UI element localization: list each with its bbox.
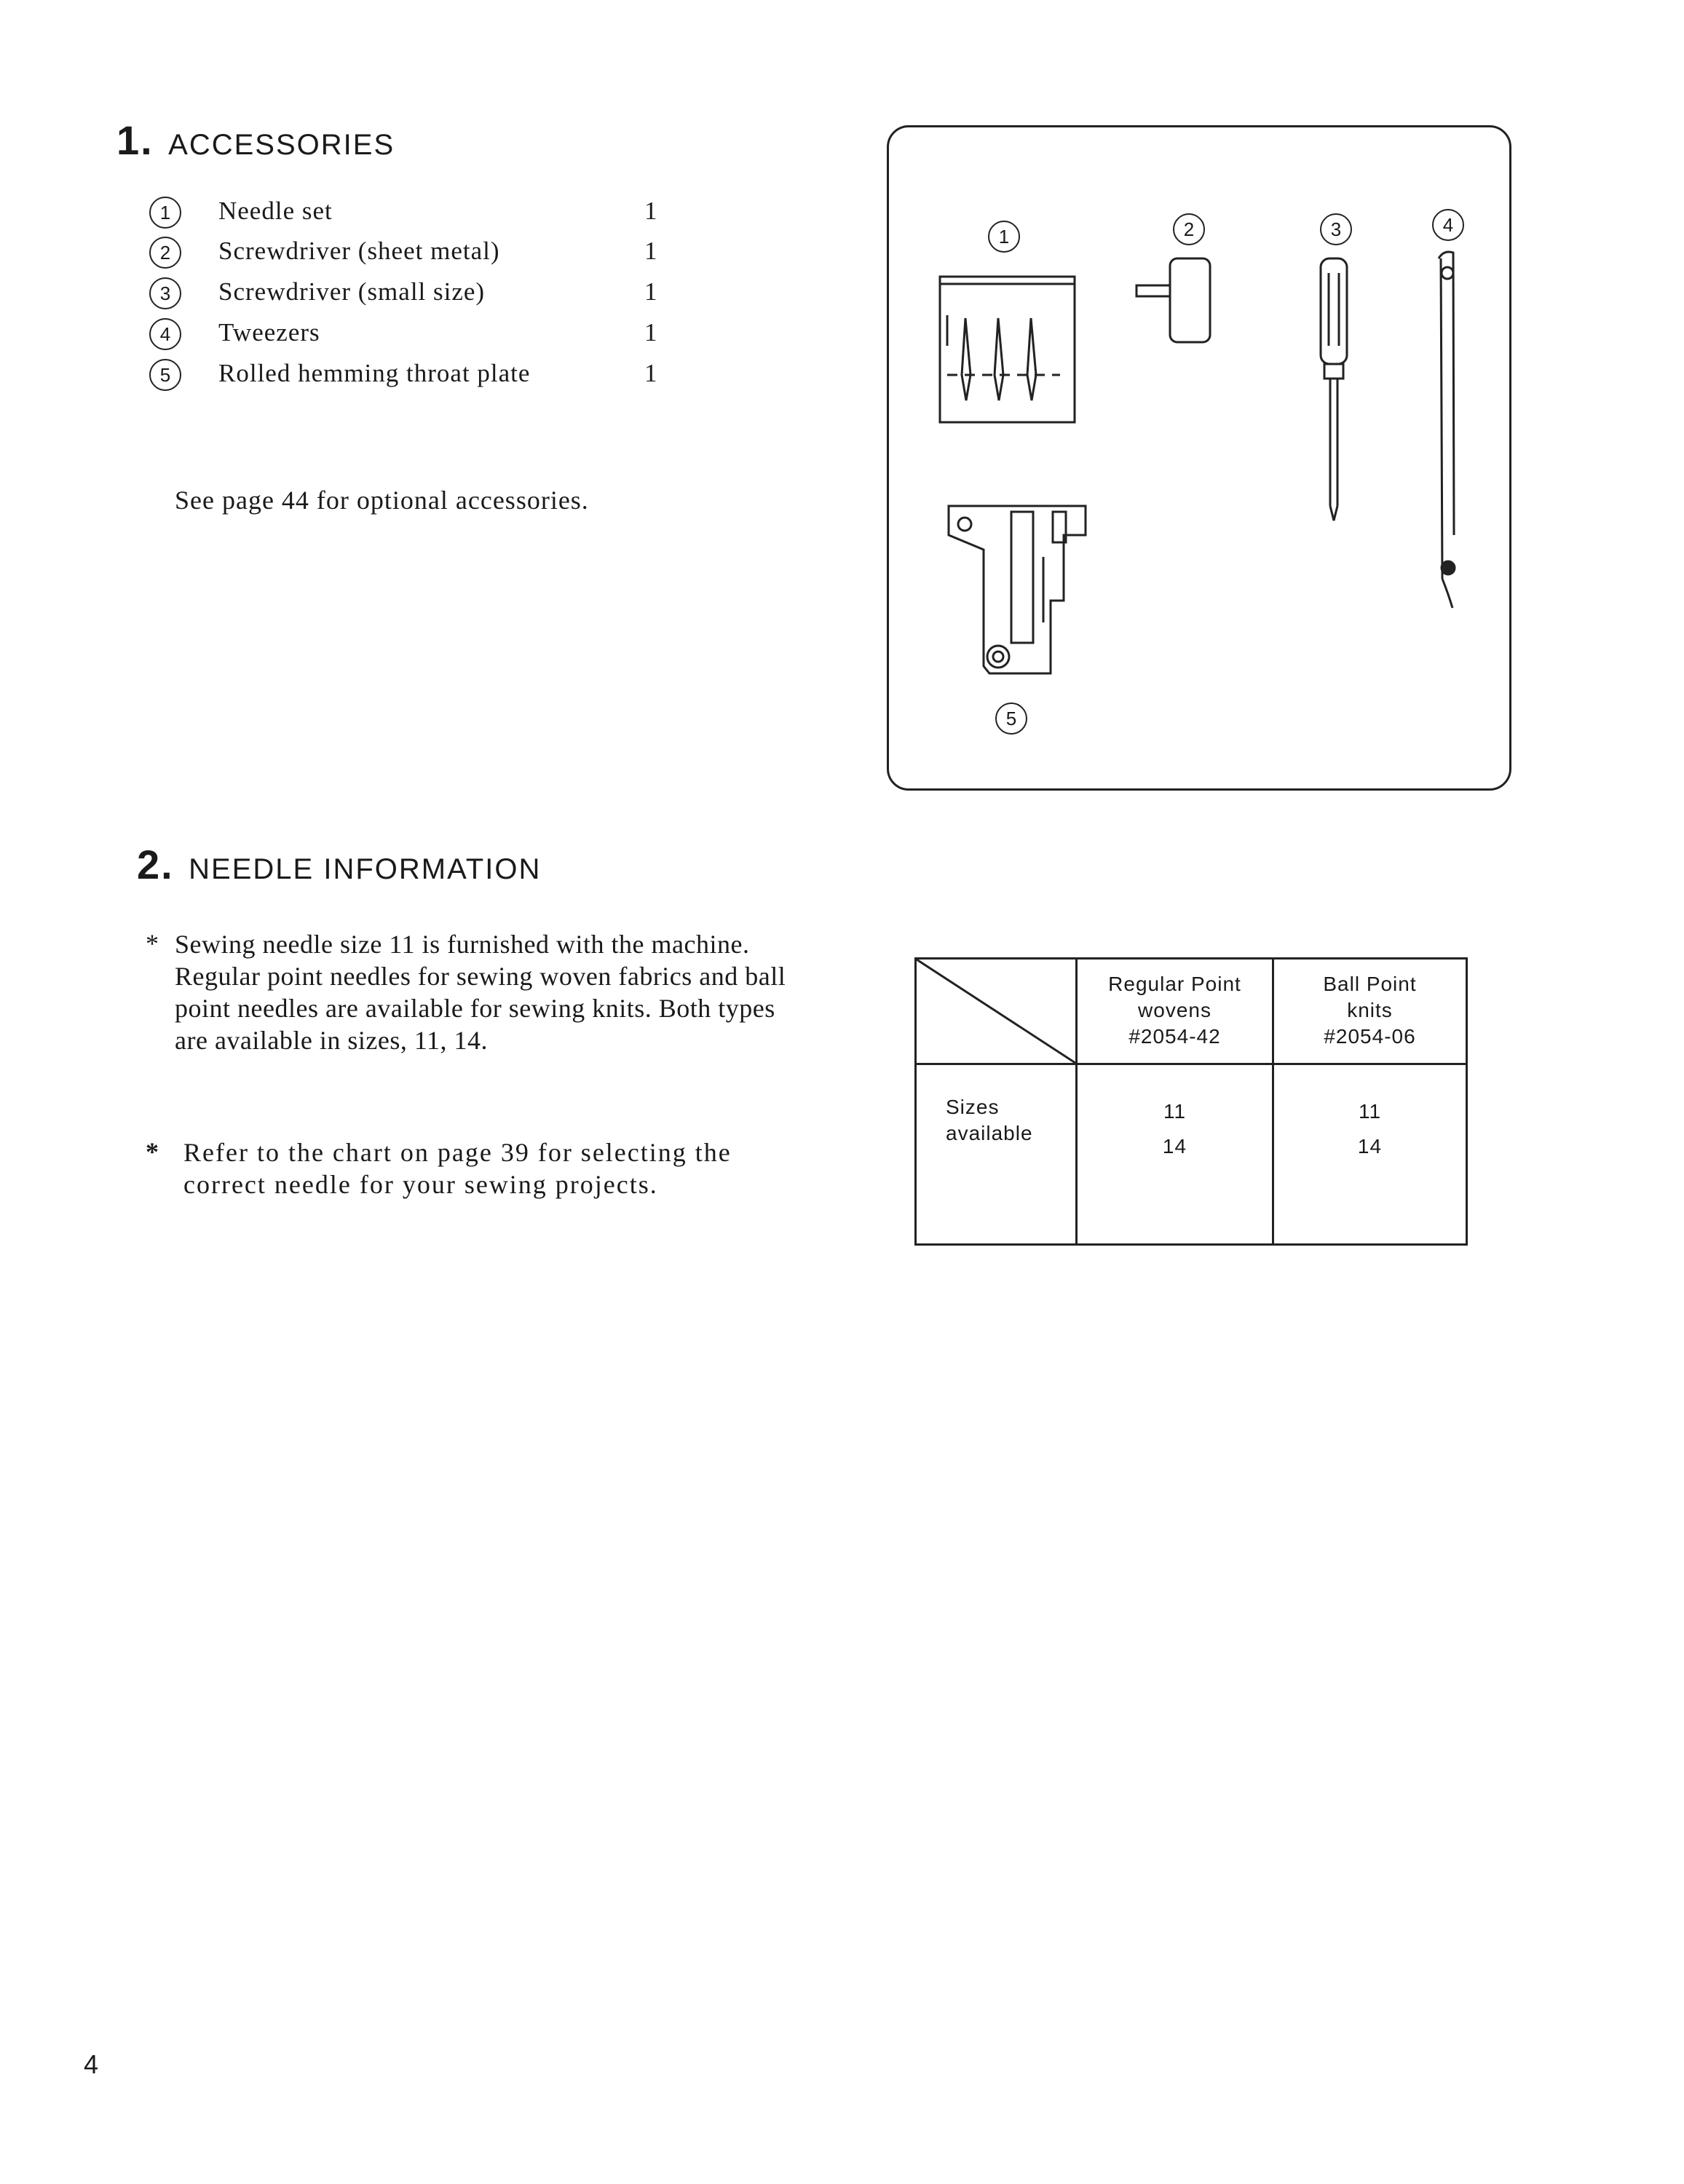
figure-label-1: 1 xyxy=(988,221,1020,253)
row-label-line1: Sizes xyxy=(946,1096,1000,1118)
table-row xyxy=(916,1064,1467,1245)
section-1-number: 1. xyxy=(116,117,154,163)
header-regular-point xyxy=(1077,959,1273,1064)
bullet-item xyxy=(146,928,808,1056)
header-col1-line1: Regular Point xyxy=(1108,973,1241,995)
table-corner-cell xyxy=(916,959,1077,1064)
section-2-title: NEEDLE INFORMATION xyxy=(189,853,542,885)
bullet-item xyxy=(146,1136,808,1200)
section-1-heading xyxy=(116,116,395,164)
size-value: 14 xyxy=(1162,1135,1187,1158)
ball-point-sizes xyxy=(1273,1064,1467,1245)
row-label-line2: available xyxy=(946,1122,1033,1144)
small-screwdriver-drawing xyxy=(1321,258,1347,521)
item-quantity: 1 xyxy=(644,197,657,225)
item-quantity: 1 xyxy=(644,237,657,265)
throat-plate-drawing xyxy=(949,506,1086,673)
figure-label-5: 5 xyxy=(995,703,1027,735)
item-quantity: 1 xyxy=(644,359,657,387)
diagonal-line xyxy=(917,960,1075,1063)
asterisk-icon: * xyxy=(146,1137,159,1166)
item-name: Tweezers xyxy=(218,318,320,347)
figure-label-2: 2 xyxy=(1173,213,1205,245)
sheet-metal-screwdriver-drawing xyxy=(1136,258,1210,342)
bullet-text: Refer to the chart on page 39 for selecting the correct needle for your sewing projects. xyxy=(183,1138,732,1199)
bullet-list xyxy=(146,928,808,1200)
header-col2-line3: #2054-06 xyxy=(1324,1025,1416,1048)
item-name: Screwdriver (sheet metal) xyxy=(218,237,500,265)
item-name: Rolled hemming throat plate xyxy=(218,359,531,387)
item-name: Needle set xyxy=(218,197,333,225)
accessories-figure xyxy=(887,125,1511,791)
page-number: 4 xyxy=(84,2049,99,2079)
section-2-heading xyxy=(137,841,541,888)
header-col2-line1: Ball Point xyxy=(1323,973,1417,995)
needle-table xyxy=(914,957,1468,1246)
item-quantity: 1 xyxy=(644,318,657,347)
item-quantity: 1 xyxy=(644,277,657,306)
header-col1-line2: wovens xyxy=(1138,999,1211,1021)
section-1-title: ACCESSORIES xyxy=(168,129,395,161)
size-value: 14 xyxy=(1357,1135,1383,1158)
header-col2-line2: knits xyxy=(1347,999,1393,1021)
optional-accessories-note: See page 44 for optional accessories. xyxy=(175,486,589,515)
item-number-badge: 3 xyxy=(149,277,181,309)
tweezers-drawing xyxy=(1439,252,1455,608)
size-value: 11 xyxy=(1163,1100,1187,1123)
section-2-number: 2. xyxy=(137,842,174,887)
figure-label-3: 3 xyxy=(1320,213,1352,245)
item-number-badge: 1 xyxy=(149,197,181,229)
item-number-badge: 5 xyxy=(149,359,181,391)
table-header-row xyxy=(916,959,1467,1064)
figure-label-4: 4 xyxy=(1432,209,1464,241)
item-number-badge: 4 xyxy=(149,318,181,350)
row-label-cell xyxy=(916,1064,1077,1245)
header-ball-point xyxy=(1273,959,1467,1064)
regular-point-sizes xyxy=(1077,1064,1273,1245)
header-col1-line3: #2054-42 xyxy=(1128,1025,1221,1048)
bullet-text: Sewing needle size 11 is furnished with the machine. Regular point needles for sewing woven fabrics and ball point needles are available for sewing knits. Both types are available in sizes, 11, 14. xyxy=(175,930,786,1055)
size-value: 11 xyxy=(1358,1100,1382,1123)
item-number-badge: 2 xyxy=(149,237,181,269)
needle-set-drawing xyxy=(940,277,1075,422)
item-name: Screwdriver (small size) xyxy=(218,277,486,306)
asterisk-icon: * xyxy=(146,929,159,958)
